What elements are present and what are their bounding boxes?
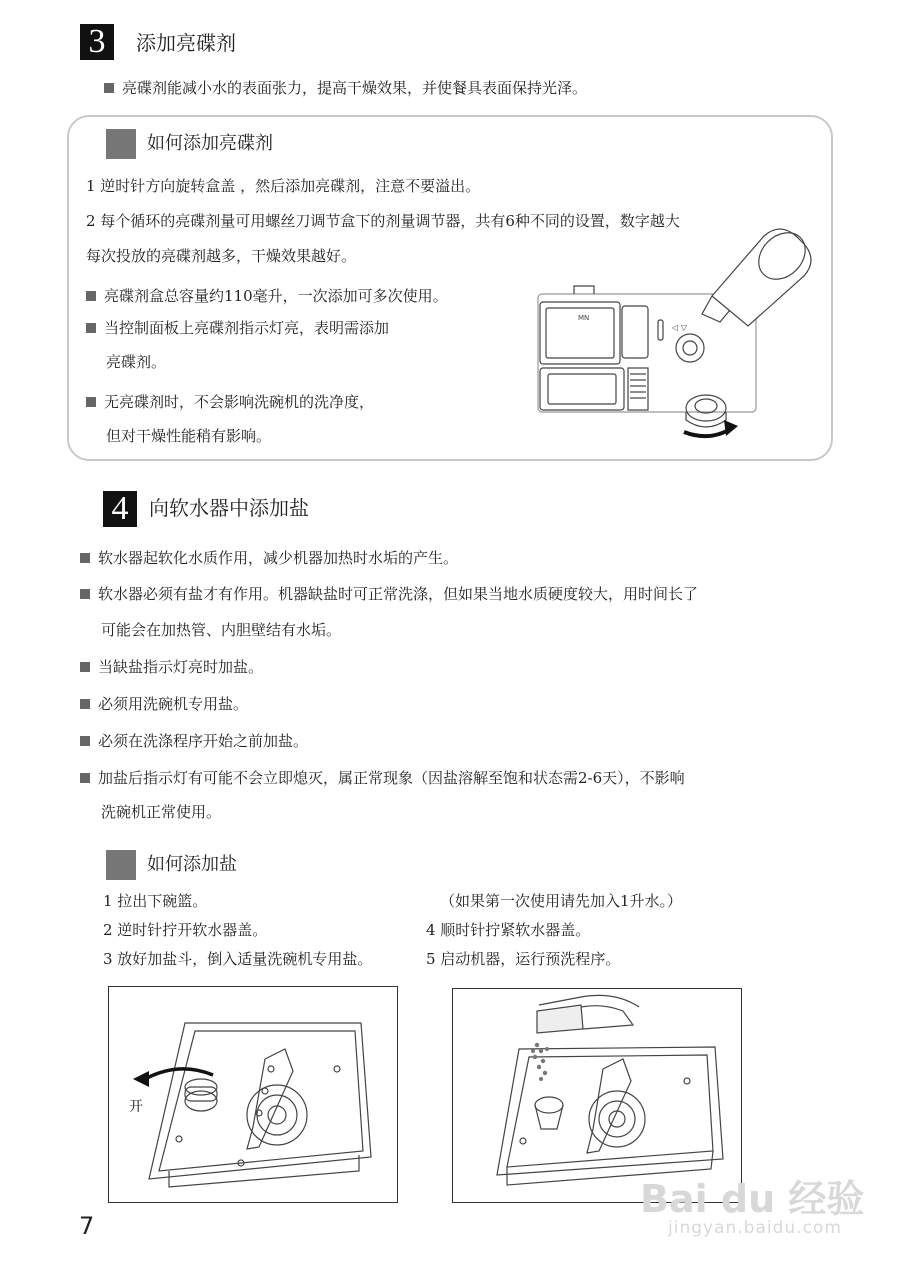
dishwasher-tub-open-illustration — [109, 987, 397, 1202]
salt-step-3: 3 放好加盐斗，倒入适量洗碗机专用盐。 — [103, 950, 373, 968]
rinse-note-indicator: 当控制面板上亮碟剂指示灯亮，表明需添加 — [86, 318, 389, 338]
rinse-note-cleaning-cont: 但对干燥性能稍有影响。 — [106, 427, 272, 445]
section-number-4: 4 — [103, 491, 137, 527]
rinse-step-2: 2 每个循环的亮碟剂量可用螺丝刀调节盒下的剂量调节器，共有6种不同的设置，数字越大 — [86, 212, 680, 230]
rinse-note-capacity: 亮碟剂盒总容量约110毫升，一次添加可多次使用。 — [86, 286, 448, 306]
figure-open-softener-cap — [108, 986, 398, 1203]
rinse-step-2-cont: 每次投放的亮碟剂越多，干燥效果越好。 — [86, 247, 357, 265]
bullet-square-icon — [86, 291, 96, 301]
salt-step-4: 4 顺时针拧紧软水器盖。 — [426, 921, 591, 939]
dispenser-label: MN — [578, 314, 590, 322]
section-number-3: 3 — [80, 24, 114, 60]
bullet-square-icon — [80, 699, 90, 709]
bullet-square-icon — [80, 553, 90, 563]
bullet-square-icon — [86, 397, 96, 407]
salt-item-2-cont: 可能会在加热管、内胆壁结有水垢。 — [101, 621, 342, 639]
section-3-title: 添加亮碟剂 — [136, 31, 236, 55]
salt-item-2: 软水器必须有盐才有作用。机器缺盐时可正常洗涤，但如果当地水质硬度较大，用时间长了 — [80, 584, 698, 604]
bullet-square-icon — [104, 83, 114, 93]
salt-step-note: （如果第一次使用请先加入1升水。） — [440, 892, 683, 910]
salt-item-6-cont: 洗碗机正常使用。 — [101, 803, 222, 821]
heading-square-icon — [106, 129, 136, 159]
bullet-square-icon — [80, 736, 90, 746]
salt-item-5: 必须在洗涤程序开始之前加盐。 — [80, 731, 308, 751]
watermark-url: jingyan.baidu.com — [668, 1218, 842, 1238]
salt-step-5: 5 启动机器，运行预洗程序。 — [426, 950, 621, 968]
salt-step-1: 1 拉出下碗篮。 — [103, 892, 208, 910]
bullet-square-icon — [86, 323, 96, 333]
bullet-square-icon — [80, 662, 90, 672]
bullet-square-icon — [80, 773, 90, 783]
salt-item-3: 当缺盐指示灯亮时加盐。 — [80, 657, 263, 677]
howto-salt-title: 如何添加盐 — [147, 854, 237, 875]
rinse-aid-dispenser-illustration — [534, 222, 814, 450]
rinse-note-indicator-cont: 亮碟剂。 — [106, 353, 167, 371]
salt-item-6: 加盐后指示灯有可能不会立即熄灭，属正常现象（因盐溶解至饱和状态需2-6天），不影响 — [80, 768, 685, 788]
rinse-step-1: 1 逆时针方向旋转盒盖 ，然后添加亮碟剂，注意不要溢出。 — [86, 177, 481, 195]
section-4-title: 向软水器中添加盐 — [149, 496, 309, 520]
svg-text:◁ ▽: ◁ ▽ — [672, 323, 687, 332]
salt-item-4: 必须用洗碗机专用盐。 — [80, 694, 248, 714]
open-label: 开 — [129, 1099, 143, 1115]
section-3-intro: 亮碟剂能减小水的表面张力，提高干燥效果，并使餐具表面保持光泽。 — [104, 78, 587, 98]
rinse-note-cleaning: 无亮碟剂时，不会影响洗碗机的洗净度， — [86, 392, 374, 412]
howto-rinse-aid-title: 如何添加亮碟剂 — [147, 133, 273, 154]
bullet-square-icon — [80, 589, 90, 599]
salt-item-1: 软水器起软化水质作用，减少机器加热时水垢的产生。 — [80, 548, 458, 568]
watermark-logo: Bai du 经验 — [640, 1177, 865, 1221]
salt-step-2: 2 逆时针拧开软水器盖。 — [103, 921, 268, 939]
heading-square-icon — [106, 850, 136, 880]
page-number: 7 — [79, 1212, 95, 1240]
